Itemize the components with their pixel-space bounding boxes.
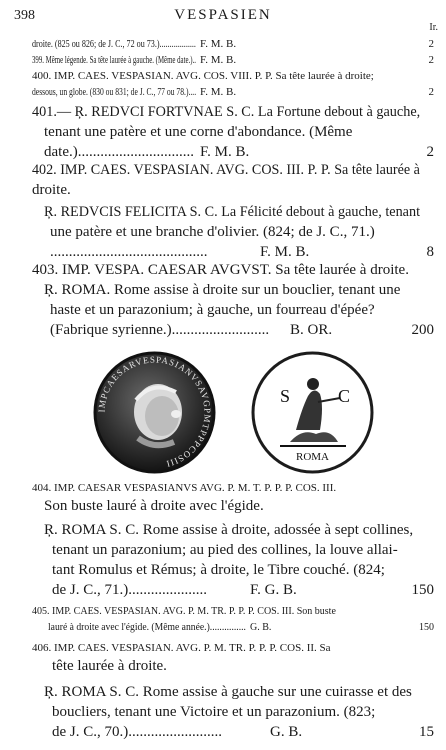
entry-text: Ŗ. REDVCIS FELICITA S. C. La Félicité debout à gauche, tenant [44,204,421,220]
page-title: VESPASIEN [174,7,272,23]
entry-reference: G. B. [250,622,272,633]
entry-reference: F. M. B. [200,86,237,98]
entry-reference: F. M. B. [200,144,250,160]
entry-value: 150 [419,622,434,633]
entry-text: tenant un parazonium; au pied des collines, la louve allai- [52,542,398,558]
entry-line [0,522,446,542]
entry-reference: F. M. B. [260,244,310,260]
entry-line [0,684,446,704]
entry-text: haste et un parazonium; à gauche, un fourreau d'épée? [50,302,375,318]
entry-value: 15 [419,724,434,740]
entry-text: de J. C., 71.)..................... [52,582,207,598]
entry-value: 8 [426,244,434,260]
entry-line [0,622,446,642]
entry-line [0,86,446,106]
entry-text: tant Romulus et Rémus; à droite, le Tibre couché. (824; [52,562,385,578]
coin-plate [0,350,446,485]
entry-line [0,658,446,678]
entry-text: droite. (825 ou 826; de J. C., 72 ou 73.).................. [32,38,196,50]
entry-reference: B. OR. [290,322,333,338]
entry-line [0,322,446,342]
entry-line [0,124,446,144]
entry-line [0,262,446,282]
entry-value: 2 [428,54,434,66]
reverse-right-letter: C [338,386,351,406]
entry-text: 400. IMP. CAES. VESPASIAN. AVG. COS. VIII. P. P. Sa tête laurée à droite; [32,70,374,82]
entry-text: Ŗ. ROMA S. C. Rome assise à gauche sur une cuirasse et des [44,684,412,700]
entry-line [0,542,446,562]
entry-line [0,182,446,202]
entry-line [0,224,446,244]
entry-text: Ŗ. ROMA. Rome assise à droite sur un bouclier, tenant une [44,282,401,298]
entry-value: 2 [426,144,434,160]
entry-reference: G. B. [270,724,303,740]
entry-line [0,562,446,582]
entry-text: Son buste lauré à droite avec l'égide. [44,498,264,514]
entry-line [0,162,446,182]
entry-text: (Fabrique syrienne.).......................... [50,322,270,338]
entry-line [0,704,446,724]
entry-line [0,282,446,302]
entry-text: 402. IMP. CAES. VESPASIAN. AVG. COS. III. P. P. Sa tête laurée à [32,162,420,178]
entry-text: 399. Même légende. Sa tête laurée à gauche. (Même date.).. [32,54,196,66]
coin-reverse-image [250,350,375,475]
entry-text: 401.— Ŗ. REDVCI FORTVNAE S. C. La Fortune debout à gauche, [32,104,421,120]
entry-line [0,204,446,224]
entry-text: .......................................... [50,244,208,260]
entry-line [0,498,446,518]
entry-text: date.)............................... [44,144,194,160]
reverse-exergue: ROMA [295,451,330,463]
entry-text: 406. IMP. CAES. VESPASIAN. AVG. P. M. TR. P. P. P. COS. II. Sa [32,642,331,654]
entry-line [0,302,446,322]
entry-value: 200 [411,322,434,338]
entry-line [0,144,446,164]
entry-reference: F. M. B. [200,54,237,66]
entry-text: lauré à droite avec l'égide. (Même année.)............... [48,622,246,633]
entry-text: boucliers, tenant une Victoire et un parazonium. (823; [52,704,376,720]
entry-reference: F. G. B. [250,582,297,598]
entry-text: dessous, un globe. (830 ou 831; de J. C., 77 ou 78.).... [32,86,197,98]
reverse-left-letter: S [280,386,291,406]
entry-text: une patère et une branche d'olivier. (824; de J. C., 71.) [50,224,375,240]
coin-obverse-image [92,350,217,475]
entry-text: de J. C., 70.)......................... [52,724,222,740]
entry-value: 2 [428,38,434,50]
entry-line [0,582,446,602]
entry-text: 404. IMP. CAESAR VESPASIANVS AVG. P. M. T. P. P. P. COS. III. [32,482,337,494]
entry-text: tête laurée à droite. [52,658,167,674]
entry-text: 405. IMP. CAES. VESPASIAN. AVG. P. M. TR. P. P. P. COS. III. Son buste [32,606,336,617]
entry-line [0,244,446,264]
entry-text: 403. IMP. VESPA. CAESAR AVGVST. Sa tête laurée à droite. [32,262,409,278]
entry-line [0,724,446,744]
entry-text: tenant une patère et une corne d'abondance. (Même [44,124,353,140]
obverse-legend: IMPCAESARVESPASIANVSAVGPMTPPPCOSIII [96,354,213,470]
corner-mark: Ir. [429,22,438,33]
entry-value: 150 [411,582,434,598]
page-number: 398 [14,8,35,23]
entry-value: 2 [428,86,434,98]
entry-text: Ŗ. ROMA S. C. Rome assise à droite, adossée à sept collines, [44,522,414,538]
entry-text: droite. [32,182,71,198]
entry-reference: F. M. B. [200,38,237,50]
entry-line [0,104,446,124]
